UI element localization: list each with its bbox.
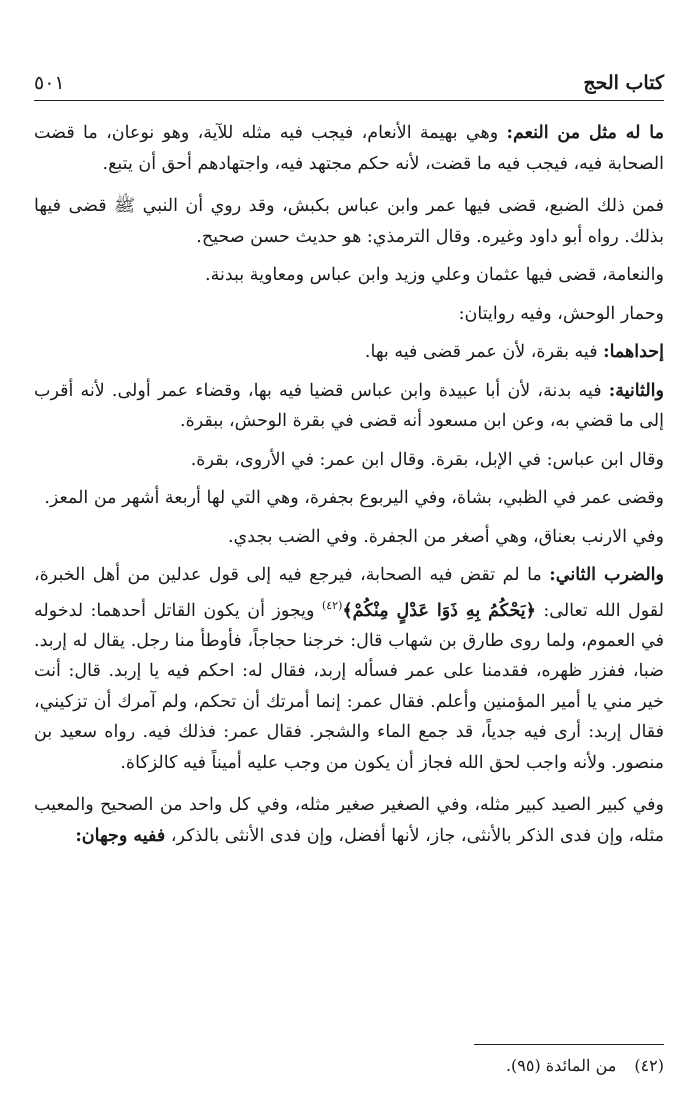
paragraph-2-text: فمن ذلك الضبع، قضى فيها عمر وابن عباس بكبش، وقد روي أن النبي ﷺ قضى فيها بذلك. رواه أبو داود وغيره. وقال الترمذي: هو حديث حسن صحيح. [34,196,664,247]
paragraph-1-text: وهي بهيمة الأنعام، فيجب فيه مثله للآية، وهو نوعان، ما قضت الصحابة فيه، فيجب فيه ما قضت، لأنه حكم مجتهد فيه، واجتهادهم أحق أن يتبع. [34,123,664,174]
paragraph-3 [34,260,664,291]
last-paragraph-text: وفي كبير الصيد كبير مثله، وفي الصغير صغير مثله، وفي كل واحد من الصحيح والمعيب مثله، وإن فدى الذكر بالأنثى، جاز، لأنها أفضل، وإن فدى الأنثى بالذكر، [34,795,664,846]
page-number: ٥٠١ [34,72,65,94]
footnote-rule [474,1044,664,1045]
paragraph-7 [34,445,664,476]
header-rule [34,100,664,101]
paragraph-7-text: وقال ابن عباس: في الإبل، بقرة. وقال ابن عمر: في الأروى، بقرة. [190,449,664,470]
page-header [34,62,664,94]
paragraph-5 [34,337,664,368]
second-kind-heading: والضرب الثاني: [549,565,664,585]
footnote-number: (٤٢) [634,1056,664,1075]
paragraph-9-text: وفي الارنب بعناق، وهي أصغر من الجفرة. وفي الضب بجدي. [227,526,664,547]
paragraph-last [34,790,664,851]
paragraph-second-kind [34,560,664,778]
paragraph-4-text: وحمار الوحش، وفيه روايتان: [458,303,664,324]
second-kind-text-before: ما لم تقض فيه الصحابة، فيرجع فيه إلى قول عدلين من أهل الخبرة، لقول الله تعالى: [34,565,664,621]
paragraph-6-heading: والثانية: [608,380,664,401]
paragraph-5-text: فيه بقرة، لأن عمر قضى فيه بها. [364,342,604,362]
paragraph-4 [34,299,664,330]
paragraph-5-heading: إحداهما: [603,342,664,362]
last-paragraph-tail: ففيه وجهان: [75,825,166,846]
paragraph-1-heading: ما له مثل من النعم: [506,123,664,143]
main-text [34,118,664,851]
footnote-text: من المائدة (٩٥). [505,1056,617,1075]
paragraph-6-text: فيه بدنة، لأن أبا عبيدة وابن عباس قضيا فيه بها، وقضاء عمر أولى. لأنه أقرب إلى ما قضي به، وعن ابن مسعود أنه قضى في بقرة الوحش، ببقرة. [34,380,664,431]
paragraph-2 [34,191,664,252]
paragraph-3-text: والنعامة، قضى فيها عثمان وعلي وزيد وابن عباس ومعاوية ببدنة. [205,265,664,285]
second-kind-text-after: ويجوز أن يكون القاتل أحدهما: لدخوله في العموم، ولما روى طارق بن شهاب قال: خرجنا حجاجاً، فأوطأ منا رجل. يقال له إربد. ضبا، ففزر ظهره، فقدمنا على عمر فسأله إربد، فقال له: احكم فيه يا إربد. قال: أنت خير مني يا أمير المؤمنين وأعلم. فقال عمر: إنما أمرتك أن تحكم، ولم آمرك أن تزكيني، فقال إربد: أرى فيه جدياً، قد جمع الماء والشجر. فقال عمر: فذلك فيه. رواه سعيد بن منصور. ولأنه واجب لحق الله فجاز أن يكون من وجب عليه أميناً فيه كالزكاة. [34,600,664,773]
chapter-title: كتاب الحج [583,72,664,94]
paragraph-1 [34,118,664,179]
paragraph-8 [34,483,664,514]
quran-verse: ﴿يَحْكُمُ بِهِ ذَوَا عَدْلٍ مِنْكُمْ﴾ [342,600,536,621]
paragraph-9 [34,522,664,553]
paragraph-8-text: وقضى عمر في الظبي، بشاة، وفي اليربوع بجفرة، وهي التي لها أربعة أشهر من المعز. [44,488,664,508]
footnote-reference[interactable]: (٤٢) [321,598,343,612]
paragraph-6 [34,376,664,437]
footnote [506,1056,664,1075]
